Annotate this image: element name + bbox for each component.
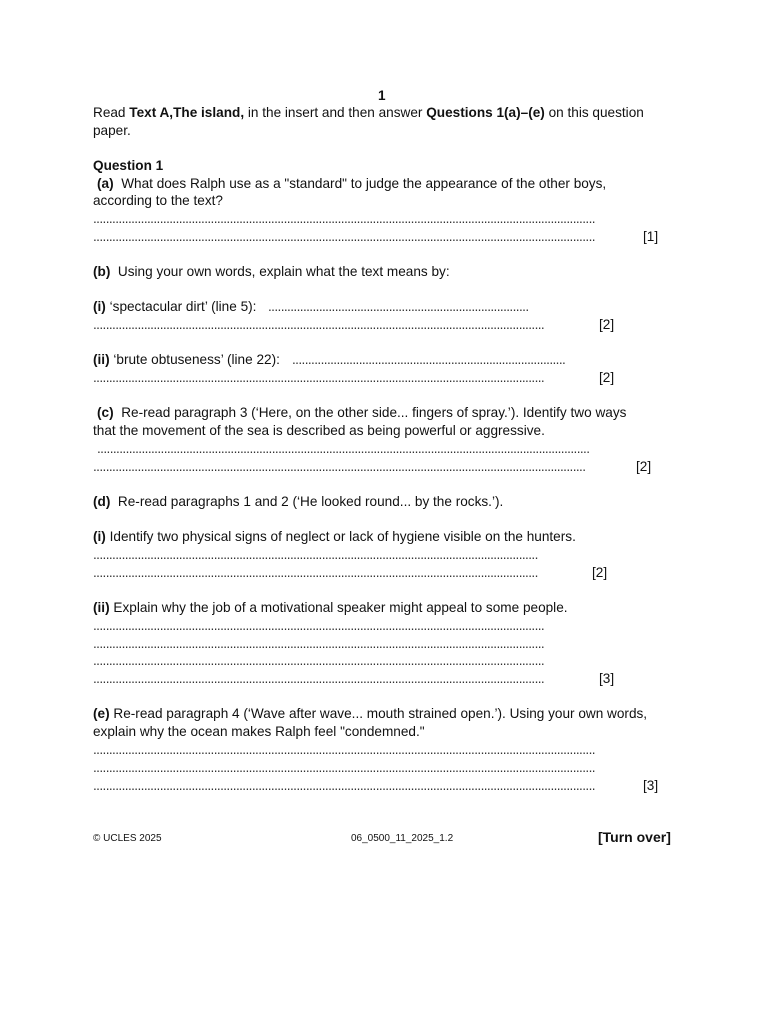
qd-i-answer-line-1[interactable]: ............................................................................................................................................ <box>93 547 538 562</box>
qb-text: Using your own words, explain what the text means by: <box>117 264 450 279</box>
page-number: 1 <box>378 88 386 103</box>
footer-code: 06_0500_11_2025_1.2 <box>351 833 454 844</box>
qb-line <box>93 263 450 281</box>
qb-label: (b) <box>93 264 111 279</box>
qc-line-1 <box>97 404 626 422</box>
qa-text-1: What does Ralph use as a "standard" to judge the appearance of the other boys, <box>121 176 607 191</box>
qa-label: (a) <box>97 176 114 191</box>
qd-ii-answer-line-2[interactable]: .............................................................................................................................................. <box>93 636 545 651</box>
qe-mark: [3] <box>643 778 659 793</box>
qb-i-answer-line[interactable]: .............................................................................................................................................. <box>93 317 545 332</box>
qd-text: Re-read paragraphs 1 and 2 (‘He looked round... by the rocks.’). <box>117 494 504 509</box>
intro-text-a: Text A,The island, <box>129 105 245 120</box>
qb-ii-answer-line[interactable]: .............................................................................................................................................. <box>93 370 545 385</box>
qd-line <box>93 493 503 511</box>
qb-ii-line <box>93 351 280 369</box>
qd-i-text: Identify two physical signs of neglect or lack of hygiene visible on the hunters. <box>109 529 576 544</box>
qb-i-text: ‘spectacular dirt’ (line 5): <box>109 299 257 314</box>
qb-ii-text: ‘brute obtuseness’ (line 22): <box>113 352 280 367</box>
qd-ii-answer-line-4[interactable]: .............................................................................................................................................. <box>93 671 545 686</box>
qe-answer-line-3[interactable]: .............................................................................................................................................................. <box>93 778 595 793</box>
qd-ii-answer-line-3[interactable]: .............................................................................................................................................. <box>93 653 545 668</box>
qd-i-mark: [2] <box>592 565 608 580</box>
qb-ii-label: (ii) <box>93 352 110 367</box>
qd-label: (d) <box>93 494 111 509</box>
qe-text-1: Re-read paragraph 4 (‘Wave after wave... mouth strained open.’). Using your own words, <box>113 706 648 721</box>
qb-i-answer-inline[interactable]: .................................................................................. <box>268 299 529 314</box>
qa-mark: [1] <box>643 229 659 244</box>
qd-i-label: (i) <box>93 529 106 544</box>
qd-ii-label: (ii) <box>93 600 110 615</box>
qb-i-mark: [2] <box>599 317 615 332</box>
qd-i-answer-line-2[interactable]: ............................................................................................................................................ <box>93 565 538 580</box>
qc-answer-line-1[interactable]: ........................................................................................................................................................... <box>97 441 590 456</box>
qb-i-label: (i) <box>93 299 106 314</box>
qd-ii-mark: [3] <box>599 671 615 686</box>
intro-line-2: paper. <box>93 123 131 138</box>
qd-ii-line <box>93 599 568 617</box>
qd-i-line <box>93 528 576 546</box>
qb-ii-mark: [2] <box>599 370 615 385</box>
qc-text-2: that the movement of the sea is described as being powerful or aggressive. <box>93 423 545 438</box>
intro-post: on this question <box>544 105 644 120</box>
qc-mark: [2] <box>636 459 652 474</box>
qa-answer-line-1[interactable]: .............................................................................................................................................................. <box>93 211 595 226</box>
qb-ii-answer-inline[interactable]: ...................................................................................... <box>292 352 566 367</box>
qe-answer-line-2[interactable]: .............................................................................................................................................................. <box>93 760 595 775</box>
intro-questions: Questions 1(a)–(e) <box>426 105 545 120</box>
qd-ii-text: Explain why the job of a motivational speaker might appeal to some people. <box>113 600 568 615</box>
qe-answer-line-1[interactable]: .............................................................................................................................................................. <box>93 742 595 757</box>
qd-ii-answer-line-1[interactable]: .............................................................................................................................................. <box>93 618 545 633</box>
intro-pre: Read <box>93 105 130 120</box>
qc-answer-line-2[interactable]: ........................................................................................................................................................... <box>93 459 586 474</box>
qc-text-1: Re-read paragraph 3 (‘Here, on the other side... fingers of spray.’). Identify two ways <box>121 405 627 420</box>
qe-text-2: explain why the ocean makes Ralph feel "condemned." <box>93 724 425 739</box>
intro-line-1 <box>93 104 644 122</box>
footer-turn-over: [Turn over] <box>598 829 671 845</box>
qa-line-1 <box>97 175 606 193</box>
qa-text-2: according to the text? <box>93 193 223 208</box>
footer-copyright: © UCLES 2025 <box>93 833 162 844</box>
question-heading: Question 1 <box>93 158 164 173</box>
qb-i-line <box>93 298 256 316</box>
qe-line-1 <box>93 705 647 723</box>
qc-label: (c) <box>97 405 114 420</box>
intro-mid: in the insert and then answer <box>244 105 427 120</box>
qa-answer-line-2[interactable]: .............................................................................................................................................................. <box>93 229 595 244</box>
qe-label: (e) <box>93 706 110 721</box>
